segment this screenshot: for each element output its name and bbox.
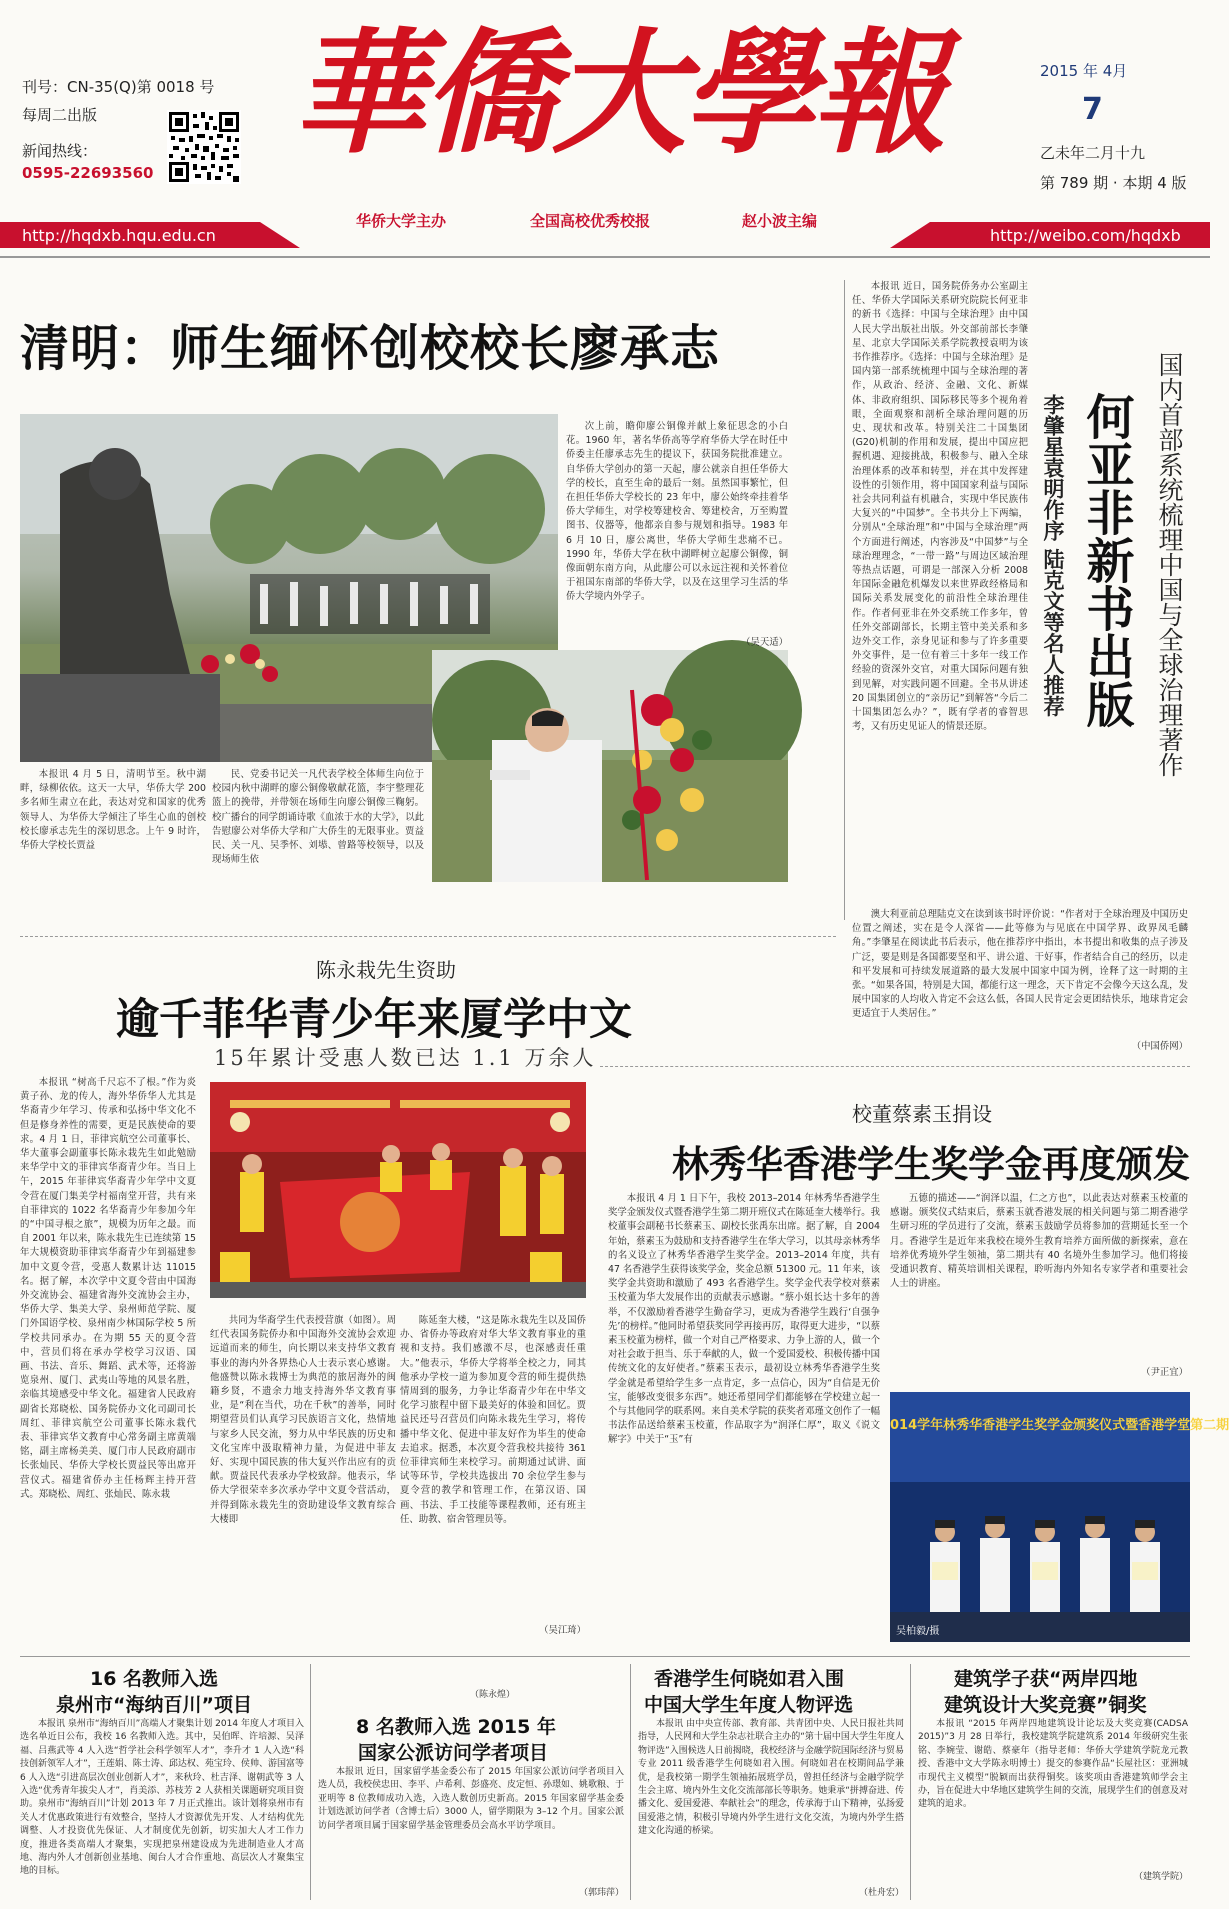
qingming-col3: 次上前，瞻仰廖公铜像并献上象征思念的小白花。1960 年，著名华侨高等学府华侨大学在时任中侨委主任廖承志先生的提议下，获国务院批准建立。自华侨大学创办的第一天起，廖公就亲自担任华侨大学的校长，直至生命的最后一刻。虽然国事繁忙，但在担任华侨大学校长的 23 年中，廖公始终牵挂着华侨大学师生，对学校筹建校舍、筹建校舍，万至购置图书、仪器等，他都亲自参与规划和指导。1983 年 6 月 10 日，廖公离世，华侨大学师生悲痛不已。1990 年，华侨大学在秋中湖畔树立起廖公铜像，铜像面朝东南方向，从此廖公可以永远注视和关怀着位于祖国东南部的华侨大学，以及在这里学习生活的华侨大学境内外学子。	[566, 421, 788, 603]
chen-kicker: 陈永栽先生资助	[316, 958, 456, 982]
eight-byline: （郭玮萍）	[578, 1888, 624, 1898]
lunar-date: 乙未年二月十九	[1040, 144, 1146, 162]
url-left[interactable]: http://hqdxb.hqu.edu.cn	[22, 226, 216, 245]
masthead	[0, 0, 1210, 230]
reg-no: 刊号：CN-35(Q)第 0018 号	[22, 78, 215, 96]
eight-headline-2: 国家公派访问学者项目	[358, 1742, 549, 1764]
arch-headline-2: 建筑设计大奖竞赛”铜奖	[944, 1694, 1147, 1716]
lin-byline: （尹正宜）	[1141, 1367, 1188, 1378]
he-headline-1: 香港学生何晓如君入围	[654, 1668, 845, 1690]
chen-col2: 共同为华裔学生代表授营旗（如图）。周红代表国务院侨办和中国海外交流协会欢迎远道而来的师生，向长期以来支持华文教育事业的海内外各界热心人士表示衷心感谢。他盛赞以陈永栽博士为典范的旅居海外的闽籍乡贤，不遗余力地支持海外华文教育事业，是“利在当代，功在千秋”的善举，同时期望营员们认真学习民族语言文化，热情地与家乡人民交流，努力从中华民族的历史和文化宝库中汲取精神力量，为促进中菲友好、实现中国民族的伟大复兴作出应有的贡献。贾益民代表承办学校致辞。他表示，华侨大学很荣幸多次承办学中文夏令营活动，并得到陈永栽先生的资助建设华文教育综合大楼即	[210, 1315, 396, 1525]
chen-divider	[20, 936, 836, 937]
qingming-col1: 本报讯 4 月 5 日，清明节至。秋中湖畔，绿柳依依。这天一大早，华侨大学 200 多名师生肃立在此，表达对党和国家的优秀领导人、为华侨大学倾注了毕生心血的创校校长廖承志先生的深切思念。上午 9 时许，华侨大学校长贾益	[20, 769, 206, 852]
hotline-number: 0595-22693560	[22, 164, 154, 182]
lin-col1: 本报讯 4 月 1 日下午，我校 2013–2014 年林秀华香港学生奖学金颁发仪式暨香港学生第二期开班仪式在陈延奎大楼举行。我校董事会副秘书长蔡素玉、副校长张禹东出席。据了解，自 2004 年始，蔡素玉为鼓励和支持香港学生在华大学习，以其母亲林秀华的名义设立了林秀华香港学生奖学金。2013–2014 年度，共有 47 名香港学生获得该奖学金，奖金总额 51300 元。11 年来，该奖学金共资助和激励了 493 名香港学生。奖学金代表学校对蔡素玉校董为华大发展作出的贡献表示感谢。“蔡小姐长达十多年的善举，不仅激励着香港学生勤奋学习，更成为香港学生践行‘自强争先’的榜样。”他同时希望获奖同学再接再厉，取得更大进步，“以蔡素玉校董为榜样，做一个对自己严格要求、力争上游的人，做一个对社会敢于担当、乐于奉献的人，做一个爱国爱校、积极传播中国传统文化的友好使者。”蔡素玉表示，最初设立林秀华香港学生奖学金就是希望给学生多一点肯定，多一点信心，因为“自信是无价宝，能够改变很多东西”。她还希望同学们都能够在学校建立起一个与其他同学的联系网。来自美术学院的获奖者邓瑾文创作了一幅书法作品送给蔡素玉校董，作品取字为“润泽仁厚”，取义《说文解字》中关于“玉”有	[608, 1193, 880, 1446]
bottom-col-divider-1	[310, 1664, 311, 1900]
hai-text: 本报讯 泉州市“海纳百川”高端人才聚集计划 2014 年度人才项目入选名单近日公布，我校 16 名教师入选。其中，吴伯晖、许培源、吴泽福、吕燕武等 4 人入选“哲学社会科学领军人才”，李升才 1 人入选“科技创新领军人才”，王莲娟、陈士涛、邱达权、苑宝玲、侯帅、游国富等 6 人入选“引进高层次创业创新人才”，来秋玲、杜吉泽、谢朝武等 3 人入选“优秀青年拔尖人才”，肖美添、苏枝芳 2 人获相关课题研究项目资助。泉州市“海纳百川”计划 2013 年 7 月正式推出。该计划将泉州市有关人才优惠政策进行有效整合，坚持人才资源优先开发、人才结构优先调整、人才投资优先保证、人才制度优先创新，切实加大人才工作力度，推进各类高端人才聚集，实现把泉州建设成为先进制造业人才高地、海内外人才创新创业基地、闽台人才合作重地、高层次人才聚集宝地的目标。	[20, 1719, 304, 1877]
slogan-award: 全国高校优秀校报	[530, 212, 651, 230]
bottom-rule	[20, 1656, 1190, 1657]
hai-headline-1: 16 名教师入选	[90, 1668, 219, 1690]
book-col-top: 本报讯 近日，国务院侨务办公室副主任、华侨大学国际关系研究院院长何亚非的新书《选择：中国与全球治理》由中国人民大学出版社出版。外交部前部长李肇星、北京大学国际关系学院教授袁明为该书作推荐序。《选择：中国与全球治理》是国内第一部系统梳理中国与全球治理的著作，从政治、经济、金融、文化、新媒体、非政府组织、国际移民等多个视角着眼，全面观察和剖析全球治理问题的历史、现状和改革。特别关注二十国集团(G20)机制的作用和发展，提出中国应把握机遇、迎接挑战，积极参与、融入全球治理体系的改革和转型，并在其中发挥建设性的引领作用，将中国国家利益与国际社会共同利益有机融合，实现中华民族伟大复兴的“中国梦”。全书共分上下两编，分别从“全球治理”和“中国与全球治理”两个方面进行阐述，内容涉及“中国梦”与全球治理理念，“一带一路”与周边区域治理等热点话题，可谓是一部深入分析 2008 年国际金融危机爆发以来世界政经格局和国际关系发展变化的前沿性全球治理佳作。作者何亚非在外交系统工作多年，曾任外交部副部长，长期主管中美关系和多边外交工作，亲身见证和参与了许多重要外交事件，是一位有着三十多年一线工作经验的资深外交官，对重大国际问题有独到见解，对实践问题不回避。全书从讲述 20 国集团创立的“亲历记”到解答“今后二十国集团怎么办？”，既有学者的睿智思考，又有历史见证人的情景还原。	[852, 281, 1028, 733]
url-band	[0, 222, 1210, 248]
eight-headline-1: 8 名教师入选 2015 年	[356, 1716, 556, 1738]
slogan-organizer: 华侨大学主办	[356, 212, 447, 230]
slogan-editor: 赵小波主编	[742, 212, 818, 230]
book-divider	[844, 280, 845, 920]
book-headline: 何亚非新书出版	[1078, 392, 1134, 728]
bottom-col-divider-2	[630, 1664, 631, 1900]
arch-byline: （建筑学院）	[1133, 1872, 1188, 1882]
qingming-headline: 清明：师生缅怀创校校长廖承志	[20, 320, 721, 377]
date-day: 7	[1082, 92, 1103, 127]
lin-col2: 五德的描述——“润泽以温，仁之方也”，以此表达对蔡素玉校董的感谢。颁奖仪式结束后，蔡素玉就香港发展的相关问题与第二期香港学生研习班的学员进行了交流，蔡素玉鼓励学员将参加的营期延长至一个月。香港学生是近年来我校在境外生教育培养方面所做的新探索，意在培养优秀境外学生领袖，第二期共有 40 名境外生参加学习。他们将接受通识教育、精英培训相关课程，聆听海内外知名专家学者和重要社会人士的讲座。	[890, 1193, 1188, 1290]
issue-info: 第 789 期 · 本期 4 版	[1040, 174, 1187, 192]
arch-headline-1: 建筑学子获“两岸四地	[954, 1668, 1138, 1690]
lin-photo-ceremony	[890, 1392, 1229, 1642]
he-headline-2: 中国大学生年度人物评选	[644, 1694, 854, 1716]
qingming-photo-wreath	[432, 650, 788, 882]
chen-col3: 陈延奎大楼，“这是陈永栽先生以及国侨办、省侨办等政府对华大华文教育事业的重视和支持。我们感激不尽，也深感责任重大。”他表示，华侨大学将举全校之力，同其他承办学校一道为参加夏令营的师生提供热情周到的服务，力争让华裔青少年在中华文化学习旅程中留下最美好的体验和回忆。贾益民还号召营员们向陈永栽先生学习，将传播中华文化、促进中菲友好作为毕生的使命去追求。据悉，本次夏令营我校共接待 361 位菲律宾师生来校学习。前期通过试讲、面试等环节，学校共选拔出 70 余位学生参与夏令营的教学和管理工作，在第汉语、国画、书法、手工技能等课程教师，还有班主任、助教、宿舍管理员等。	[400, 1315, 586, 1525]
chen-headline: 逾千菲华青少年来厦学中文	[116, 995, 632, 1045]
lin-divider	[600, 1066, 1190, 1067]
qingming-col2: 民、党委书记关一凡代表学校全体师生向位于校园内秋中湖畔的廖公铜像敬献花篮，李宇整理花篮上的挽带，并带领在场师生向廖公铜像三鞠躬。校广播台的同学朗诵诗歌《血浓于水的大学》，以此告慰廖公对华侨大学和广大侨生的无限事业。贾益民、关一凡、吴季怀、刘塨、曾路等校领导，以及现场师生依	[212, 769, 424, 866]
qr-code	[167, 110, 241, 184]
he-byline: （杜舟宏）	[858, 1888, 904, 1898]
book-subhead-bottom: 李肇星袁明作序 陆克文等名人推荐	[1041, 394, 1065, 717]
chen-col1: 本报讯 “树高千尺忘不了根。”作为炎黄子孙、龙的传人，海外华侨华人尤其是华裔青少年学习、传承和弘扬中华文化不但是修身养性的需要，更是民族使命的要求。4 月 1 日，菲律宾航空公司董事长、华大董事会副董事长陈永栽先生如此勉励来华学中文的菲律宾华裔青少年。当日上午，2015 年菲律宾华裔青少年学中文夏令营在厦门集美学村福南堂开营，共有来自菲律宾的 1022 名华裔青少年参加今年的“中国寻根之旅”，规模为历年之最。而自 2001 年以来，陈永栽先生已连续第 15 年大规模资助菲律宾华裔青少年到福建参加中文夏令营，受惠人数累计达 11015 名。据了解，本次学中文夏令营由中国海外交流协会、福建省海外交流协会主办，华侨大学、集美大学、泉州师范学院、厦门外国语学校、泉州南少林国际学校 5 所学校共同承办。在为期 55 天的夏令营中，营员们将在承办学校学习汉语、国画、书法、音乐、舞蹈、武术等，还将游览泉州、厦门、武夷山等地的风景名胜，亲临其境感受中华文化。福建省人民政府副省长郑晓松、国务院侨办文化司副司长周红、菲律宾航空公司董事长陈永栽代表、菲律宾华文教育中心常务副主席黄端铭，副主席杨美美、厦门市人民政府副市长张灿民、华侨大学校长贾益民等出席开营仪式。福建省侨办主任杨辉主持开营式。郑晓松、周红、张灿民、陈永栽	[20, 1077, 196, 1500]
chen-photo-camp	[210, 1082, 586, 1298]
hai-headline-2: 泉州市“海纳百川”项目	[56, 1694, 252, 1716]
lin-photo-credit: 吴柏毅/摄	[896, 1626, 940, 1637]
url-right[interactable]: http://weibo.com/hqdxb	[990, 226, 1181, 245]
date-year-month: 2015 年 4月	[1040, 62, 1128, 80]
bottom-col-divider-3	[910, 1664, 911, 1900]
lin-kicker: 校董蔡素玉捐设	[852, 1102, 992, 1126]
book-byline: （中国侨网）	[1131, 1041, 1188, 1052]
chen-subhead: 15年累计受惠人数已达 1.1 万余人	[214, 1046, 597, 1070]
he-text: 本报讯 由中央宣传部、教育部、共青团中央、人民日报社共同指导，人民网和大学生杂志社联合主办的“第十届中国大学生年度人物评选”入围候选人日前揭晓，我校经济与金融学院国际经济与贸易专业 2011 级香港学生何晓如君入围。何晓如君在校期间品学兼优，是我校第一期学生领袖拓展班学员，曾担任经济与金融学院学生会主席、境内外生文化交流部部长等职务。她秉承“拼搏奋进、传播文化、爱国爱港、奉献社会”的理念，传承海于山下精神，弘扬爱国爱港之情，积极引导境内外学生进行文化交流，为境内外学生搭建文化沟通的桥梁。	[638, 1719, 904, 1837]
masthead-rule	[0, 256, 1210, 258]
arch-text: 本报讯 “2015 年两岸四地建筑设计论坛及大奖竞赛(CADSA 2015)”3 月 28 日举行，我校建筑学院建筑系 2014 年级研究生张铭、李婉莹、谢皓、蔡豪年（指导老师：华侨大学建筑学院龙元教授、香港中文大学陈永明博士）提交的参赛作品“长屋社区：亚洲城市现代主义模型”脱颖而出获得铜奖。该奖项由香港建筑师学会主办，旨在促进大中华地区建筑学生间的交流，展现学生们的创意及对建筑的追求。	[918, 1719, 1189, 1810]
hai-byline: （陈永煌）	[470, 1690, 516, 1700]
lin-photo-banner: 014学年林秀华香港学生奖学金颁奖仪式暨香港学堂第二期	[890, 1418, 1229, 1433]
book-subhead-top: 国内首部系统梳理中国与全球治理著作	[1155, 352, 1184, 777]
eight-text: 本报讯 近日，国家留学基金委公布了 2015 年国家公派访问学者项目入选人员，我校侯忠田、李平、卢希利、彭盛亮、皮定恒、孙璟如、姚歌粮、于亚明等 8 位教师成功入选，入选人数创历史新高。2015 年国家留学基金委计划选派访问学者（含博士后）3000 人，留学期限为 3–12 个月。国家公派访问学者项目属于国家留学基金管理委员会高水平访学项目。	[318, 1767, 625, 1831]
hotline-label: 新闻热线：	[22, 142, 98, 160]
newspaper-title: 華僑大學報	[292, 14, 943, 172]
qingming-byline: （吴天适）	[741, 637, 788, 648]
lin-headline: 林秀华香港学生奖学金再度颁发	[672, 1143, 1190, 1186]
frequency: 每周二出版	[22, 106, 98, 124]
chen-byline: （吴江琦）	[539, 1625, 586, 1636]
book-col-bottom: 澳大利亚前总理陆克文在读到该书时评价说：“作者对于全球治理及中国历史位置之阐述，实在是令人深省——此等修为与见底在中国学界、政界凤毛麟角。”李肇星在阅读此书后表示，他在推荐序中指出，本书提出和收集的点子涉及广泛，要是则是各国都要坚和平、讲公道、干好事，作者结合自己的经历，以走和平发展和可持续发展道路的最大发展中国家中国为例，诠释了这一时期的主张。“如果各国，特别是大国，都能行这一理念，天下肯定不会像今天这么乱，发展中国家的人均收入肯定不会这么低，各国人民肯定会更团结快乐，地球肯定会更适宜于人类居住。”	[852, 909, 1188, 1020]
